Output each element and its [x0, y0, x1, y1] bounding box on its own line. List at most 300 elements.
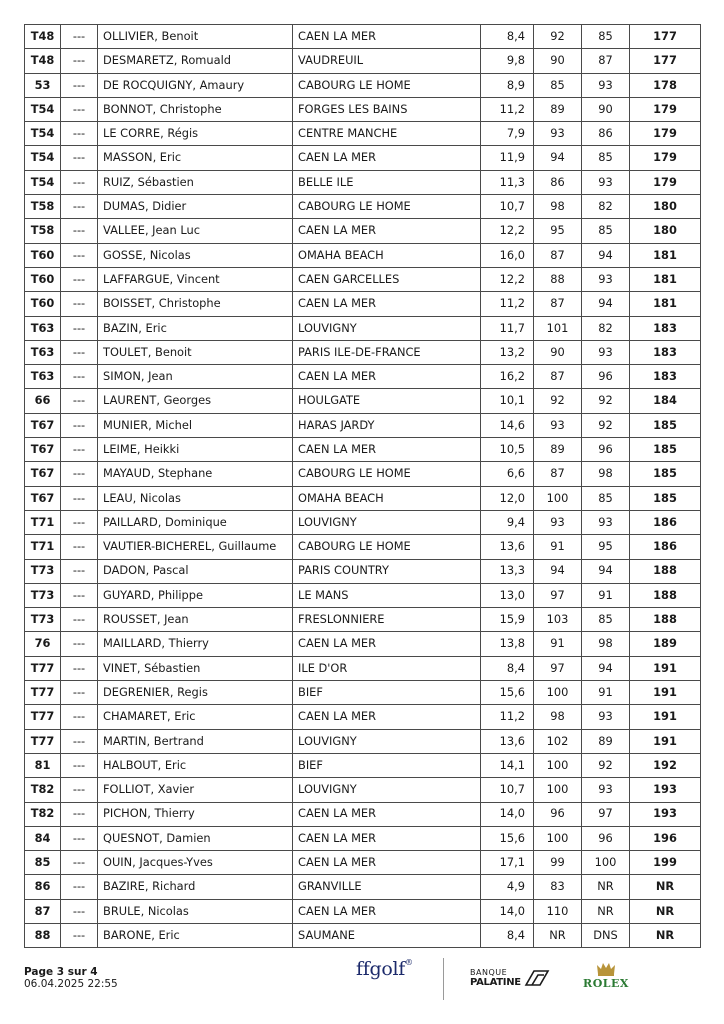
- round-2-cell: 89: [582, 729, 630, 753]
- position-cell: T77: [25, 729, 61, 753]
- position-cell: T54: [25, 122, 61, 146]
- handicap-index-cell: 11,2: [481, 97, 534, 121]
- round-1-cell: 95: [534, 219, 582, 243]
- table-row: [25, 365, 701, 389]
- player-name-cell: RUIZ, Sébastien: [98, 170, 293, 194]
- round-2-cell: 92: [582, 753, 630, 777]
- handicap-index-cell: 10,5: [481, 438, 534, 462]
- round-1-cell: 87: [534, 292, 582, 316]
- category-cell: ---: [61, 851, 98, 875]
- handicap-index-cell: 15,6: [481, 681, 534, 705]
- round-1-cell: 101: [534, 316, 582, 340]
- position-cell: T58: [25, 195, 61, 219]
- category-cell: ---: [61, 583, 98, 607]
- total-score-cell: 185: [630, 462, 701, 486]
- table-row: [25, 851, 701, 875]
- round-1-cell: 94: [534, 146, 582, 170]
- table-row: [25, 681, 701, 705]
- table-row: [25, 632, 701, 656]
- club-cell: CAEN LA MER: [293, 25, 481, 49]
- round-1-cell: 91: [534, 535, 582, 559]
- palatine-label: PALATINE: [470, 977, 521, 988]
- handicap-index-cell: 8,4: [481, 656, 534, 680]
- print-datetime: 06.04.2025 22:55: [24, 978, 118, 990]
- category-cell: ---: [61, 413, 98, 437]
- club-cell: LOUVIGNY: [293, 778, 481, 802]
- round-2-cell: DNS: [582, 923, 630, 947]
- handicap-index-cell: 15,6: [481, 826, 534, 850]
- table-row: [25, 899, 701, 923]
- total-score-cell: 191: [630, 729, 701, 753]
- category-cell: ---: [61, 729, 98, 753]
- category-cell: ---: [61, 146, 98, 170]
- handicap-index-cell: 11,2: [481, 705, 534, 729]
- handicap-index-cell: 12,2: [481, 219, 534, 243]
- total-score-cell: 184: [630, 389, 701, 413]
- club-cell: CABOURG LE HOME: [293, 73, 481, 97]
- round-1-cell: 89: [534, 97, 582, 121]
- player-name-cell: GOSSE, Nicolas: [98, 243, 293, 267]
- category-cell: ---: [61, 486, 98, 510]
- player-name-cell: BRULE, Nicolas: [98, 899, 293, 923]
- table-row: [25, 826, 701, 850]
- club-cell: SAUMANE: [293, 923, 481, 947]
- handicap-index-cell: 13,8: [481, 632, 534, 656]
- round-2-cell: 85: [582, 25, 630, 49]
- rolex-wordmark: ROLEX: [583, 977, 629, 990]
- position-cell: T73: [25, 559, 61, 583]
- total-score-cell: 183: [630, 365, 701, 389]
- table-row: [25, 802, 701, 826]
- player-name-cell: SIMON, Jean: [98, 365, 293, 389]
- registered-icon: ®: [404, 957, 413, 967]
- table-row: [25, 267, 701, 291]
- player-name-cell: OUIN, Jacques-Yves: [98, 851, 293, 875]
- club-cell: CAEN LA MER: [293, 219, 481, 243]
- club-cell: LOUVIGNY: [293, 729, 481, 753]
- total-score-cell: 181: [630, 292, 701, 316]
- club-cell: OMAHA BEACH: [293, 243, 481, 267]
- player-name-cell: BARONE, Eric: [98, 923, 293, 947]
- round-2-cell: 85: [582, 146, 630, 170]
- club-cell: FRESLONNIERE: [293, 608, 481, 632]
- round-2-cell: 93: [582, 73, 630, 97]
- total-score-cell: 191: [630, 705, 701, 729]
- player-name-cell: PAILLARD, Dominique: [98, 510, 293, 534]
- player-name-cell: LEAU, Nicolas: [98, 486, 293, 510]
- round-1-cell: 94: [534, 559, 582, 583]
- club-cell: CAEN LA MER: [293, 146, 481, 170]
- round-1-cell: 102: [534, 729, 582, 753]
- handicap-index-cell: 13,3: [481, 559, 534, 583]
- handicap-index-cell: 10,1: [481, 389, 534, 413]
- player-name-cell: DEGRENIER, Regis: [98, 681, 293, 705]
- category-cell: ---: [61, 826, 98, 850]
- category-cell: ---: [61, 438, 98, 462]
- round-1-cell: 89: [534, 438, 582, 462]
- category-cell: ---: [61, 462, 98, 486]
- total-score-cell: 191: [630, 656, 701, 680]
- round-2-cell: 93: [582, 778, 630, 802]
- table-row: [25, 535, 701, 559]
- table-row: [25, 340, 701, 364]
- player-name-cell: MAILLARD, Thierry: [98, 632, 293, 656]
- round-2-cell: 94: [582, 292, 630, 316]
- category-cell: ---: [61, 316, 98, 340]
- table-row: [25, 729, 701, 753]
- club-cell: OMAHA BEACH: [293, 486, 481, 510]
- total-score-cell: 177: [630, 25, 701, 49]
- position-cell: T71: [25, 510, 61, 534]
- round-1-cell: 99: [534, 851, 582, 875]
- position-cell: T58: [25, 219, 61, 243]
- round-1-cell: 93: [534, 122, 582, 146]
- player-name-cell: HALBOUT, Eric: [98, 753, 293, 777]
- club-cell: BIEF: [293, 681, 481, 705]
- page-footer: [24, 966, 118, 990]
- category-cell: ---: [61, 559, 98, 583]
- handicap-index-cell: 13,2: [481, 340, 534, 364]
- round-1-cell: 92: [534, 25, 582, 49]
- table-row: [25, 705, 701, 729]
- round-1-cell: 93: [534, 413, 582, 437]
- rolex-logo: [576, 962, 636, 990]
- player-name-cell: LAFFARGUE, Vincent: [98, 267, 293, 291]
- round-2-cell: 96: [582, 438, 630, 462]
- round-1-cell: 87: [534, 365, 582, 389]
- club-cell: PARIS COUNTRY: [293, 559, 481, 583]
- total-score-cell: 196: [630, 826, 701, 850]
- table-row: [25, 486, 701, 510]
- total-score-cell: 185: [630, 486, 701, 510]
- results-table: [24, 24, 701, 948]
- club-cell: LE MANS: [293, 583, 481, 607]
- total-score-cell: NR: [630, 923, 701, 947]
- total-score-cell: 188: [630, 559, 701, 583]
- category-cell: ---: [61, 49, 98, 73]
- round-2-cell: 82: [582, 316, 630, 340]
- handicap-index-cell: 15,9: [481, 608, 534, 632]
- round-2-cell: 85: [582, 219, 630, 243]
- round-2-cell: 93: [582, 510, 630, 534]
- category-cell: ---: [61, 73, 98, 97]
- category-cell: ---: [61, 510, 98, 534]
- position-cell: T82: [25, 802, 61, 826]
- category-cell: ---: [61, 292, 98, 316]
- round-2-cell: 97: [582, 802, 630, 826]
- total-score-cell: 183: [630, 316, 701, 340]
- position-cell: 53: [25, 73, 61, 97]
- position-cell: T67: [25, 462, 61, 486]
- position-cell: T77: [25, 705, 61, 729]
- position-cell: 66: [25, 389, 61, 413]
- player-name-cell: LE CORRE, Régis: [98, 122, 293, 146]
- total-score-cell: 180: [630, 219, 701, 243]
- round-1-cell: 90: [534, 49, 582, 73]
- round-1-cell: 100: [534, 778, 582, 802]
- category-cell: ---: [61, 219, 98, 243]
- handicap-index-cell: 6,6: [481, 462, 534, 486]
- total-score-cell: 181: [630, 267, 701, 291]
- round-2-cell: 94: [582, 656, 630, 680]
- total-score-cell: 185: [630, 413, 701, 437]
- round-1-cell: 100: [534, 681, 582, 705]
- position-cell: T82: [25, 778, 61, 802]
- total-score-cell: NR: [630, 899, 701, 923]
- total-score-cell: 179: [630, 170, 701, 194]
- round-2-cell: 93: [582, 340, 630, 364]
- position-cell: T54: [25, 170, 61, 194]
- position-cell: 86: [25, 875, 61, 899]
- player-name-cell: FOLLIOT, Xavier: [98, 778, 293, 802]
- round-1-cell: 97: [534, 656, 582, 680]
- position-cell: 85: [25, 851, 61, 875]
- handicap-index-cell: 12,2: [481, 267, 534, 291]
- club-cell: CAEN LA MER: [293, 899, 481, 923]
- club-cell: LOUVIGNY: [293, 510, 481, 534]
- table-row: [25, 316, 701, 340]
- player-name-cell: BAZIN, Eric: [98, 316, 293, 340]
- position-cell: T73: [25, 608, 61, 632]
- round-2-cell: 93: [582, 705, 630, 729]
- club-cell: CENTRE MANCHE: [293, 122, 481, 146]
- round-1-cell: 87: [534, 243, 582, 267]
- handicap-index-cell: 4,9: [481, 875, 534, 899]
- handicap-index-cell: 10,7: [481, 195, 534, 219]
- club-cell: VAUDREUIL: [293, 49, 481, 73]
- category-cell: ---: [61, 705, 98, 729]
- round-1-cell: 100: [534, 826, 582, 850]
- handicap-index-cell: 14,6: [481, 413, 534, 437]
- position-cell: 84: [25, 826, 61, 850]
- round-1-cell: 98: [534, 195, 582, 219]
- player-name-cell: DADON, Pascal: [98, 559, 293, 583]
- category-cell: ---: [61, 122, 98, 146]
- round-2-cell: 98: [582, 632, 630, 656]
- position-cell: 88: [25, 923, 61, 947]
- handicap-index-cell: 7,9: [481, 122, 534, 146]
- table-row: [25, 49, 701, 73]
- club-cell: HARAS JARDY: [293, 413, 481, 437]
- player-name-cell: LEIME, Heikki: [98, 438, 293, 462]
- player-name-cell: VINET, Sébastien: [98, 656, 293, 680]
- round-1-cell: 97: [534, 583, 582, 607]
- category-cell: ---: [61, 365, 98, 389]
- table-row: [25, 389, 701, 413]
- banque-palatine-logo: [470, 968, 550, 988]
- handicap-index-cell: 8,4: [481, 25, 534, 49]
- player-name-cell: MASSON, Eric: [98, 146, 293, 170]
- round-2-cell: 95: [582, 535, 630, 559]
- club-cell: GRANVILLE: [293, 875, 481, 899]
- player-name-cell: MAYAUD, Stephane: [98, 462, 293, 486]
- player-name-cell: BAZIRE, Richard: [98, 875, 293, 899]
- position-cell: 81: [25, 753, 61, 777]
- table-row: [25, 195, 701, 219]
- table-row: [25, 438, 701, 462]
- player-name-cell: QUESNOT, Damien: [98, 826, 293, 850]
- position-cell: T60: [25, 243, 61, 267]
- player-name-cell: LAURENT, Georges: [98, 389, 293, 413]
- club-cell: ILE D'OR: [293, 656, 481, 680]
- total-score-cell: 191: [630, 681, 701, 705]
- ffgolf-wordmark: ffgolf: [356, 958, 405, 980]
- total-score-cell: 179: [630, 97, 701, 121]
- round-2-cell: 93: [582, 267, 630, 291]
- player-name-cell: BONNOT, Christophe: [98, 97, 293, 121]
- club-cell: BIEF: [293, 753, 481, 777]
- club-cell: CABOURG LE HOME: [293, 462, 481, 486]
- player-name-cell: ROUSSET, Jean: [98, 608, 293, 632]
- round-1-cell: 87: [534, 462, 582, 486]
- club-cell: CAEN LA MER: [293, 826, 481, 850]
- round-1-cell: 88: [534, 267, 582, 291]
- handicap-index-cell: 11,2: [481, 292, 534, 316]
- player-name-cell: CHAMARET, Eric: [98, 705, 293, 729]
- total-score-cell: 199: [630, 851, 701, 875]
- handicap-index-cell: 14,0: [481, 802, 534, 826]
- position-cell: T67: [25, 486, 61, 510]
- category-cell: ---: [61, 681, 98, 705]
- position-cell: 76: [25, 632, 61, 656]
- club-cell: CABOURG LE HOME: [293, 195, 481, 219]
- total-score-cell: 178: [630, 73, 701, 97]
- player-name-cell: BOISSET, Christophe: [98, 292, 293, 316]
- round-2-cell: 85: [582, 486, 630, 510]
- total-score-cell: 181: [630, 243, 701, 267]
- round-1-cell: 91: [534, 632, 582, 656]
- category-cell: ---: [61, 340, 98, 364]
- total-score-cell: 179: [630, 122, 701, 146]
- round-2-cell: 94: [582, 243, 630, 267]
- category-cell: ---: [61, 632, 98, 656]
- handicap-index-cell: 11,9: [481, 146, 534, 170]
- table-row: [25, 413, 701, 437]
- total-score-cell: 193: [630, 802, 701, 826]
- round-2-cell: 96: [582, 826, 630, 850]
- table-row: [25, 219, 701, 243]
- category-cell: ---: [61, 753, 98, 777]
- banque-label: BANQUE: [470, 968, 508, 977]
- total-score-cell: NR: [630, 875, 701, 899]
- table-row: [25, 510, 701, 534]
- player-name-cell: VAUTIER-BICHEREL, Guillaume: [98, 535, 293, 559]
- table-row: [25, 875, 701, 899]
- category-cell: ---: [61, 656, 98, 680]
- position-cell: T71: [25, 535, 61, 559]
- round-2-cell: 86: [582, 122, 630, 146]
- player-name-cell: DESMARETZ, Romuald: [98, 49, 293, 73]
- handicap-index-cell: 13,0: [481, 583, 534, 607]
- handicap-index-cell: 14,0: [481, 899, 534, 923]
- table-row: [25, 608, 701, 632]
- handicap-index-cell: 8,9: [481, 73, 534, 97]
- round-2-cell: 92: [582, 413, 630, 437]
- player-name-cell: GUYARD, Philippe: [98, 583, 293, 607]
- round-1-cell: 86: [534, 170, 582, 194]
- round-2-cell: 85: [582, 608, 630, 632]
- total-score-cell: 185: [630, 438, 701, 462]
- position-cell: T60: [25, 292, 61, 316]
- club-cell: CAEN LA MER: [293, 851, 481, 875]
- handicap-index-cell: 16,0: [481, 243, 534, 267]
- table-row: [25, 559, 701, 583]
- round-1-cell: 100: [534, 753, 582, 777]
- position-cell: T77: [25, 681, 61, 705]
- player-name-cell: MARTIN, Bertrand: [98, 729, 293, 753]
- palatine-mark-icon: [524, 969, 550, 987]
- round-2-cell: 96: [582, 365, 630, 389]
- category-cell: ---: [61, 97, 98, 121]
- round-1-cell: 93: [534, 510, 582, 534]
- table-row: [25, 656, 701, 680]
- player-name-cell: PICHON, Thierry: [98, 802, 293, 826]
- table-row: [25, 170, 701, 194]
- total-score-cell: 188: [630, 583, 701, 607]
- category-cell: ---: [61, 802, 98, 826]
- total-score-cell: 179: [630, 146, 701, 170]
- round-2-cell: 91: [582, 583, 630, 607]
- round-2-cell: 98: [582, 462, 630, 486]
- table-row: [25, 243, 701, 267]
- player-name-cell: OLLIVIER, Benoit: [98, 25, 293, 49]
- round-1-cell: 96: [534, 802, 582, 826]
- club-cell: BELLE ILE: [293, 170, 481, 194]
- total-score-cell: 192: [630, 753, 701, 777]
- round-1-cell: 83: [534, 875, 582, 899]
- category-cell: ---: [61, 535, 98, 559]
- category-cell: ---: [61, 243, 98, 267]
- category-cell: ---: [61, 899, 98, 923]
- position-cell: T54: [25, 97, 61, 121]
- table-row: [25, 778, 701, 802]
- category-cell: ---: [61, 267, 98, 291]
- position-cell: T60: [25, 267, 61, 291]
- category-cell: ---: [61, 875, 98, 899]
- handicap-index-cell: 14,1: [481, 753, 534, 777]
- position-cell: T67: [25, 413, 61, 437]
- club-cell: CAEN LA MER: [293, 438, 481, 462]
- club-cell: CAEN LA MER: [293, 705, 481, 729]
- round-1-cell: 103: [534, 608, 582, 632]
- total-score-cell: 177: [630, 49, 701, 73]
- player-name-cell: MUNIER, Michel: [98, 413, 293, 437]
- club-cell: CAEN LA MER: [293, 292, 481, 316]
- logo-divider: [443, 958, 444, 1000]
- position-cell: 87: [25, 899, 61, 923]
- table-row: [25, 462, 701, 486]
- total-score-cell: 189: [630, 632, 701, 656]
- total-score-cell: 186: [630, 510, 701, 534]
- category-cell: ---: [61, 170, 98, 194]
- position-cell: T73: [25, 583, 61, 607]
- handicap-index-cell: 8,4: [481, 923, 534, 947]
- table-row: [25, 97, 701, 121]
- round-2-cell: 94: [582, 559, 630, 583]
- category-cell: ---: [61, 778, 98, 802]
- position-cell: T54: [25, 146, 61, 170]
- total-score-cell: 193: [630, 778, 701, 802]
- table-row: [25, 583, 701, 607]
- handicap-index-cell: 10,7: [481, 778, 534, 802]
- round-2-cell: 91: [582, 681, 630, 705]
- table-row: [25, 73, 701, 97]
- page-number: Page 3 sur 4: [24, 966, 98, 978]
- total-score-cell: 188: [630, 608, 701, 632]
- round-1-cell: 110: [534, 899, 582, 923]
- player-name-cell: VALLEE, Jean Luc: [98, 219, 293, 243]
- round-1-cell: 100: [534, 486, 582, 510]
